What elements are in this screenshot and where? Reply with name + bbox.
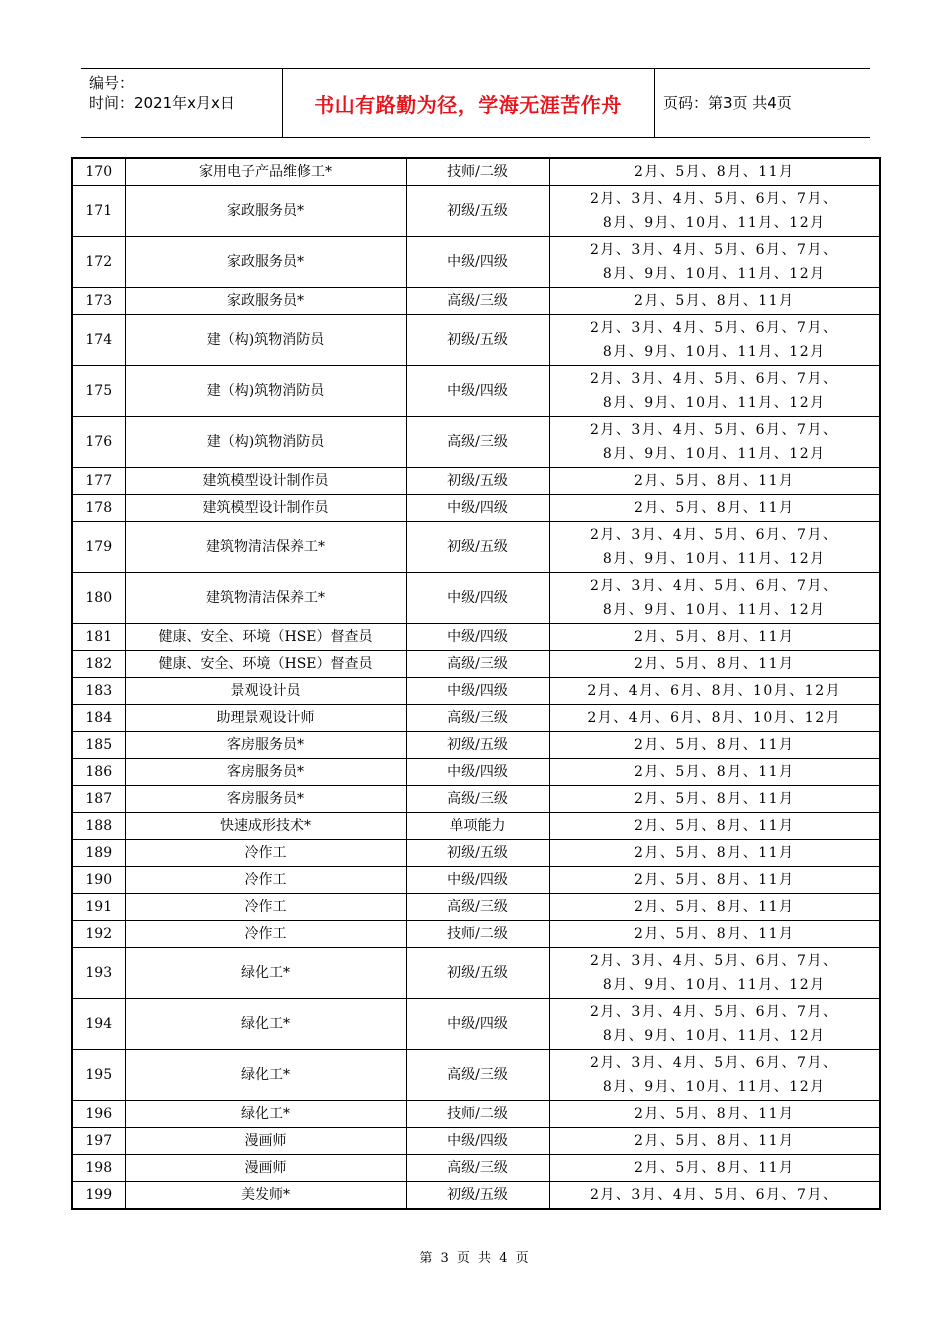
skill-level-cell: 中级/四级 — [406, 759, 549, 786]
skill-level-cell: 中级/四级 — [406, 366, 549, 417]
exam-months-cell — [549, 651, 880, 678]
occupation-name-cell: 美发师* — [125, 1182, 406, 1210]
occupation-name-cell: 快速成形技术* — [125, 813, 406, 840]
occupation-name-cell: 绿化工* — [125, 999, 406, 1050]
table-body — [72, 158, 880, 1209]
exam-months-line: 2月、5月、8月、11月 — [633, 844, 795, 861]
row-number-cell: 186 — [72, 759, 125, 786]
time-label: 时间：2021年x月x日 — [89, 94, 235, 112]
exam-months-line: 2月、5月、8月、11月 — [633, 628, 795, 645]
row-number-cell: 194 — [72, 999, 125, 1050]
skill-level-cell: 高级/三级 — [406, 1155, 549, 1182]
occupation-name-cell: 绿化工* — [125, 1050, 406, 1101]
row-number-cell: 197 — [72, 1128, 125, 1155]
occupation-name-cell: 漫画师 — [125, 1155, 406, 1182]
skill-level-cell: 初级/五级 — [406, 315, 549, 366]
exam-months-cell — [549, 840, 880, 867]
row-number-cell: 183 — [72, 678, 125, 705]
table-row — [72, 786, 880, 813]
table-row — [72, 288, 880, 315]
occupation-name-cell: 建（构)筑物消防员 — [125, 417, 406, 468]
occupation-name-cell: 家政服务员* — [125, 186, 406, 237]
exam-months-cell — [549, 495, 880, 522]
row-number-cell: 184 — [72, 705, 125, 732]
skill-level-cell: 初级/五级 — [406, 732, 549, 759]
exam-months-line: 2月、5月、8月、11月 — [633, 1105, 795, 1122]
exam-months-line: 2月、5月、8月、11月 — [633, 1132, 795, 1149]
row-number-cell: 192 — [72, 921, 125, 948]
exam-schedule-table — [71, 157, 881, 1210]
row-number-cell: 198 — [72, 1155, 125, 1182]
exam-months-line: 2月、5月、8月、11月 — [633, 871, 795, 888]
row-number-cell: 170 — [72, 158, 125, 186]
occupation-name-cell: 家用电子产品维修工* — [125, 158, 406, 186]
exam-months-line: 8月、9月、10月、11月、12月 — [602, 266, 826, 282]
table-row — [72, 732, 880, 759]
exam-months-line: 2月、3月、4月、5月、6月、7月、 — [590, 241, 839, 258]
row-number-cell: 188 — [72, 813, 125, 840]
row-number-cell: 179 — [72, 522, 125, 573]
exam-months-line: 2月、3月、4月、5月、6月、7月、 — [590, 421, 839, 438]
table-row — [72, 921, 880, 948]
occupation-name-cell: 家政服务员* — [125, 288, 406, 315]
occupation-name-cell: 景观设计员 — [125, 678, 406, 705]
table-row — [72, 759, 880, 786]
skill-level-cell: 高级/三级 — [406, 417, 549, 468]
row-number-cell: 185 — [72, 732, 125, 759]
exam-months-line: 2月、3月、4月、5月、6月、7月、 — [590, 370, 839, 387]
skill-level-cell: 中级/四级 — [406, 1128, 549, 1155]
table-row — [72, 522, 880, 573]
skill-level-cell: 中级/四级 — [406, 237, 549, 288]
exam-months-cell — [549, 237, 880, 288]
skill-level-cell: 中级/四级 — [406, 573, 549, 624]
table-row — [72, 1182, 880, 1210]
row-number-cell: 172 — [72, 237, 125, 288]
row-number-cell: 175 — [72, 366, 125, 417]
table-row — [72, 366, 880, 417]
table-row — [72, 1128, 880, 1155]
exam-months-line: 2月、4月、6月、8月、10月、12月 — [587, 709, 842, 726]
exam-months-cell — [549, 1155, 880, 1182]
exam-months-line: 8月、9月、10月、11月、12月 — [602, 1079, 826, 1095]
table-row — [72, 468, 880, 495]
row-number-cell: 182 — [72, 651, 125, 678]
code-label: 编号： — [89, 74, 135, 92]
exam-months-line: 8月、9月、10月、11月、12月 — [602, 551, 826, 567]
exam-months-cell — [549, 468, 880, 495]
skill-level-cell: 高级/三级 — [406, 1050, 549, 1101]
occupation-name-cell: 客房服务员* — [125, 759, 406, 786]
row-number-cell: 178 — [72, 495, 125, 522]
occupation-name-cell: 建筑模型设计制作员 — [125, 495, 406, 522]
table-row — [72, 573, 880, 624]
exam-months-cell — [549, 786, 880, 813]
occupation-name-cell: 建（构)筑物消防员 — [125, 315, 406, 366]
row-number-cell: 171 — [72, 186, 125, 237]
table-row — [72, 624, 880, 651]
skill-level-cell: 技师/二级 — [406, 1101, 549, 1128]
exam-months-cell — [549, 186, 880, 237]
exam-months-cell — [549, 1050, 880, 1101]
occupation-name-cell: 客房服务员* — [125, 786, 406, 813]
header-motto: 书山有路勤为径，学海无涯苦作舟 — [314, 93, 622, 117]
occupation-name-cell: 建（构)筑物消防员 — [125, 366, 406, 417]
occupation-name-cell: 建筑物清洁保养工* — [125, 522, 406, 573]
exam-months-cell — [549, 705, 880, 732]
exam-months-line: 2月、3月、4月、5月、6月、7月、 — [590, 1003, 839, 1020]
skill-level-cell: 初级/五级 — [406, 840, 549, 867]
skill-level-cell: 初级/五级 — [406, 186, 549, 237]
exam-months-cell — [549, 1101, 880, 1128]
exam-months-cell — [549, 1128, 880, 1155]
skill-level-cell: 中级/四级 — [406, 999, 549, 1050]
page-footer: 第 3 页 共 4 页 — [419, 1251, 531, 1266]
occupation-name-cell: 绿化工* — [125, 948, 406, 999]
occupation-name-cell: 助理景观设计师 — [125, 705, 406, 732]
exam-months-cell — [549, 813, 880, 840]
exam-months-line: 2月、3月、4月、5月、6月、7月、 — [590, 526, 839, 543]
skill-level-cell: 单项能力 — [406, 813, 549, 840]
exam-months-line: 2月、3月、4月、5月、6月、7月、 — [590, 1186, 839, 1203]
exam-months-cell — [549, 759, 880, 786]
table-row — [72, 948, 880, 999]
skill-level-cell: 中级/四级 — [406, 867, 549, 894]
exam-months-line: 2月、5月、8月、11月 — [633, 817, 795, 834]
row-number-cell: 189 — [72, 840, 125, 867]
skill-level-cell: 中级/四级 — [406, 624, 549, 651]
exam-months-cell — [549, 288, 880, 315]
exam-months-line: 2月、5月、8月、11月 — [633, 472, 795, 489]
occupation-name-cell: 漫画师 — [125, 1128, 406, 1155]
occupation-name-cell: 健康、安全、环境（HSE）督查员 — [125, 651, 406, 678]
skill-level-cell: 高级/三级 — [406, 651, 549, 678]
exam-months-line: 2月、5月、8月、11月 — [633, 655, 795, 672]
row-number-cell: 176 — [72, 417, 125, 468]
row-number-cell: 181 — [72, 624, 125, 651]
row-number-cell: 193 — [72, 948, 125, 999]
row-number-cell: 187 — [72, 786, 125, 813]
exam-months-cell — [549, 1182, 880, 1210]
occupation-name-cell: 冷作工 — [125, 894, 406, 921]
row-number-cell: 199 — [72, 1182, 125, 1210]
table-row — [72, 705, 880, 732]
exam-months-line: 8月、9月、10月、11月、12月 — [602, 395, 826, 411]
skill-level-cell: 初级/五级 — [406, 948, 549, 999]
table-row — [72, 315, 880, 366]
table-row — [72, 495, 880, 522]
row-number-cell: 173 — [72, 288, 125, 315]
skill-level-cell: 技师/二级 — [406, 158, 549, 186]
exam-months-line: 8月、9月、10月、11月、12月 — [602, 446, 826, 462]
exam-months-line: 2月、5月、8月、11月 — [633, 163, 795, 180]
occupation-name-cell: 客房服务员* — [125, 732, 406, 759]
table-row — [72, 999, 880, 1050]
row-number-cell: 190 — [72, 867, 125, 894]
exam-months-cell — [549, 921, 880, 948]
table-row — [72, 840, 880, 867]
exam-months-line: 8月、9月、10月、11月、12月 — [602, 977, 826, 993]
table-row — [72, 1155, 880, 1182]
exam-months-line: 2月、5月、8月、11月 — [633, 763, 795, 780]
exam-months-line: 2月、5月、8月、11月 — [633, 790, 795, 807]
occupation-name-cell: 冷作工 — [125, 921, 406, 948]
skill-level-cell: 高级/三级 — [406, 705, 549, 732]
exam-months-cell — [549, 417, 880, 468]
exam-months-line: 2月、3月、4月、5月、6月、7月、 — [590, 190, 839, 207]
exam-months-line: 2月、3月、4月、5月、6月、7月、 — [590, 952, 839, 969]
row-number-cell: 177 — [72, 468, 125, 495]
row-number-cell: 180 — [72, 573, 125, 624]
exam-months-cell — [549, 999, 880, 1050]
skill-level-cell: 高级/三级 — [406, 288, 549, 315]
table-row — [72, 417, 880, 468]
header-divider — [654, 69, 655, 137]
exam-months-cell — [549, 894, 880, 921]
exam-months-line: 2月、3月、4月、5月、6月、7月、 — [590, 319, 839, 336]
table-row — [72, 1101, 880, 1128]
skill-level-cell: 中级/四级 — [406, 678, 549, 705]
exam-months-line: 2月、5月、8月、11月 — [633, 736, 795, 753]
skill-level-cell: 初级/五级 — [406, 522, 549, 573]
occupation-name-cell: 冷作工 — [125, 840, 406, 867]
skill-level-cell: 初级/五级 — [406, 1182, 549, 1210]
exam-months-cell — [549, 573, 880, 624]
exam-months-line: 8月、9月、10月、11月、12月 — [602, 215, 826, 231]
exam-months-line: 8月、9月、10月、11月、12月 — [602, 344, 826, 360]
row-number-cell: 195 — [72, 1050, 125, 1101]
exam-months-line: 2月、4月、6月、8月、10月、12月 — [587, 682, 842, 699]
exam-months-cell — [549, 732, 880, 759]
exam-months-line: 2月、5月、8月、11月 — [633, 292, 795, 309]
table-row — [72, 813, 880, 840]
exam-months-line: 2月、5月、8月、11月 — [633, 1159, 795, 1176]
exam-months-cell — [549, 624, 880, 651]
exam-months-cell — [549, 315, 880, 366]
header-page-label: 页码：第3页 共4页 — [663, 94, 792, 112]
skill-level-cell: 高级/三级 — [406, 894, 549, 921]
exam-months-line: 8月、9月、10月、11月、12月 — [602, 1028, 826, 1044]
occupation-name-cell: 冷作工 — [125, 867, 406, 894]
table-row — [72, 158, 880, 186]
exam-months-line: 8月、9月、10月、11月、12月 — [602, 602, 826, 618]
table-row — [72, 651, 880, 678]
table-row — [72, 894, 880, 921]
row-number-cell: 191 — [72, 894, 125, 921]
exam-months-cell — [549, 678, 880, 705]
occupation-name-cell: 家政服务员* — [125, 237, 406, 288]
table-row — [72, 678, 880, 705]
skill-level-cell: 技师/二级 — [406, 921, 549, 948]
skill-level-cell: 高级/三级 — [406, 786, 549, 813]
exam-months-cell — [549, 522, 880, 573]
exam-months-cell — [549, 948, 880, 999]
occupation-name-cell: 建筑物清洁保养工* — [125, 573, 406, 624]
exam-months-line: 2月、5月、8月、11月 — [633, 925, 795, 942]
occupation-name-cell: 健康、安全、环境（HSE）督查员 — [125, 624, 406, 651]
skill-level-cell: 中级/四级 — [406, 495, 549, 522]
exam-months-line: 2月、3月、4月、5月、6月、7月、 — [590, 577, 839, 594]
exam-months-line: 2月、3月、4月、5月、6月、7月、 — [590, 1054, 839, 1071]
skill-level-cell: 初级/五级 — [406, 468, 549, 495]
table-row — [72, 1050, 880, 1101]
exam-months-line: 2月、5月、8月、11月 — [633, 499, 795, 516]
table-row — [72, 237, 880, 288]
table-row — [72, 186, 880, 237]
page-header — [81, 68, 870, 138]
occupation-name-cell: 绿化工* — [125, 1101, 406, 1128]
exam-months-line: 2月、5月、8月、11月 — [633, 898, 795, 915]
header-meta — [89, 73, 235, 113]
exam-months-cell — [549, 366, 880, 417]
row-number-cell: 174 — [72, 315, 125, 366]
exam-months-cell — [549, 867, 880, 894]
occupation-name-cell: 建筑模型设计制作员 — [125, 468, 406, 495]
table-row — [72, 867, 880, 894]
exam-months-cell — [549, 158, 880, 186]
row-number-cell: 196 — [72, 1101, 125, 1128]
